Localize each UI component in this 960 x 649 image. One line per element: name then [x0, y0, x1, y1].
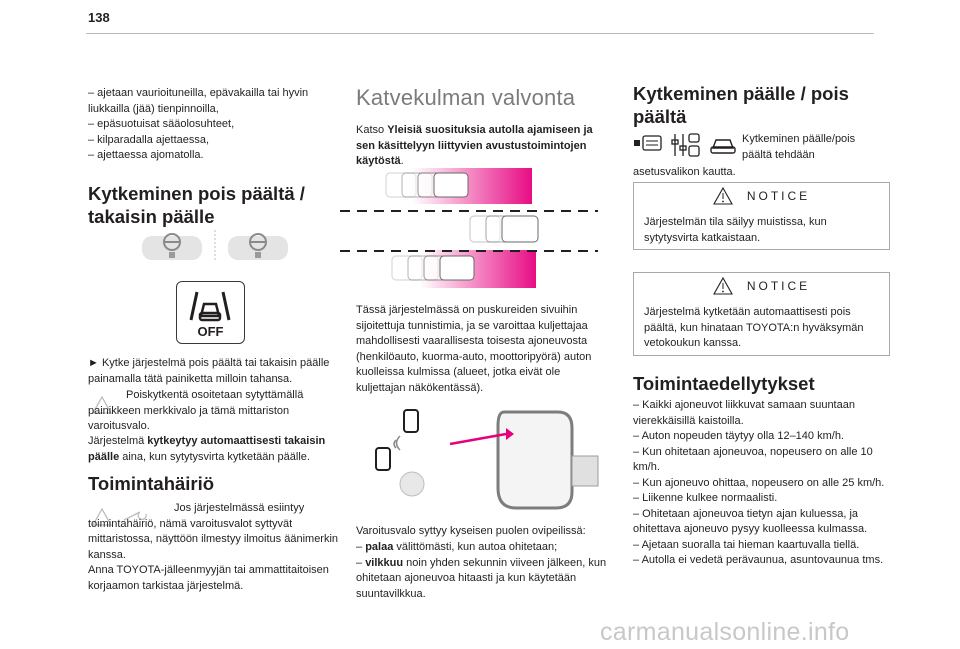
list-item: – Ohitetaan ajoneuvoa tietyn ajan kuluessa, ja ohitettava ajoneuvo pysyy kuolleessa kulmassa.: [633, 507, 868, 535]
blind-spot-zones-illustration: [340, 168, 600, 294]
settings-sliders-icon: [671, 132, 701, 158]
heading-switch-off: Kytkeminen pois päältä / takaisin päälle: [88, 182, 305, 227]
fault-text-2: Anna TOYOTA-jälleenmyyjän tai ammattitaitoisen korjaamon tarkistaa järjestelmä.: [88, 564, 329, 592]
notice-text: Järjestelmä kytketään automaattisesti pois päältä, kun hinataan TOYOTA:n hyväksymän vetokoukun kanssa.: [644, 306, 864, 349]
heading-fault: Toimintahäiriö: [88, 473, 215, 494]
auto-reactivation-text: Järjestelmä kytkeytyy automaattisesti takaisin päälle aina, kun sytytysvirta kytketään päälle.: [88, 435, 326, 463]
door-mirror-illustration: [360, 406, 600, 516]
warning-intro: Varoitusvalo syttyy kyseisen puolen ovipeilissä:: [356, 525, 586, 537]
system-description: Tässä järjestelmässä on puskureiden sivuihin sijoitettuja tunnistimia, ja se varoittaa kuljettajaa mahdollisesti vaarallisesta toisesta ajoneuvosta (henkilöauto, kuorma-auto, moottoripyörä) auton kuolleissa kulmissa (alueet, jotka eivät ole kuljettajan näkökentässä).: [356, 304, 592, 394]
toggle-text-cont: asetusvalikon kautta.: [633, 166, 736, 178]
off-label: OFF: [197, 324, 224, 339]
list-item: – Liikenne kulkee normaalisti.: [633, 492, 778, 504]
step-instruction: ► Kytke järjestelmä pois päältä tai takaisin päälle painamalla tätä painiketta milloin tahansa.: [88, 357, 330, 385]
column-3: [633, 80, 890, 566]
header-rule: [86, 33, 874, 34]
list-item: – Autolla ei vedetä perävaunua, asuntovaunua tms.: [633, 554, 884, 566]
list-item: – ajetaan vaurioituneilla, epävakailla tai hyvin liukkailla (jää) tienpinnoilla,: [88, 87, 309, 115]
list-item: – kilparadalla ajettaessa,: [88, 133, 210, 146]
warning-list: [356, 540, 612, 602]
see-reference: Katso Yleisiä suosituksia autolla ajamiseen ja sen käsittelyyn liittyvien avustustoimintojen käytöstä.: [356, 124, 593, 167]
list-item: – Kun ohitetaan ajoneuvoa, nopeusero on alle 10 km/h.: [633, 445, 873, 473]
conditions-list: [633, 398, 890, 569]
section-title: Katvekulman valvonta: [356, 85, 576, 110]
heading-toggle: Kytkeminen päälle / pois päältä: [633, 83, 849, 127]
notice-box-memory: [633, 182, 890, 250]
list-item: – Auton nopeuden täytyy olla 12–140 km/h.: [633, 430, 844, 442]
list-item: – vilkkuu noin yhden sekunnin viiveen jälkeen, kun ohitetaan ajoneuvoa hitaasti ja kun käytetään suuntavilkkua.: [356, 556, 607, 600]
heading-conditions: Toimintaedellytykset: [633, 373, 815, 394]
column-1: [88, 80, 340, 592]
list-item: – Kaikki ajoneuvot liikkuvat samaan suuntaan vierekkäisillä kaistoilla.: [633, 399, 855, 427]
intro-list: [88, 86, 340, 164]
car-icon: [709, 134, 737, 156]
menu-icon: [633, 134, 663, 156]
watermark: carmanualsonline.info: [600, 618, 850, 646]
fault-text: Jos järjestelmässä esiintyy toimintahäiriö, nämä varoitusvalot syttyvät mittaristossa, näyttöön ilmestyy ilmoitus äänimerkin kanssa.: [88, 502, 339, 561]
notice-text: Järjestelmän tila säilyy muistissa, kun sytytysvirta katkaistaan.: [644, 216, 827, 244]
list-item: – epäsuotuisat sääolosuhteet,: [88, 118, 235, 130]
list-item: – Ajetaan suoralla tai hieman kaartuvalla tiellä.: [633, 538, 860, 551]
steering-wheels-illustration: [140, 228, 290, 262]
list-item: – ajettaessa ajomatolla.: [88, 149, 204, 161]
notice-title: NOTICE: [746, 189, 811, 203]
column-2: [356, 80, 612, 600]
indicator-text: Poiskytkentä osoitetaan sytyttämällä painikkeen merkkivalo ja tämä mittariston varoitusvalo.: [88, 389, 304, 432]
warning-triangle-icon: [713, 277, 733, 295]
notice-title: NOTICE: [746, 279, 811, 293]
warning-triangle-icon: [713, 187, 733, 205]
blind-spot-car-icon: [177, 286, 243, 326]
list-item: – Kun ajoneuvo ohittaa, nopeusero on alle 25 km/h.: [633, 476, 885, 489]
blind-spot-off-button[interactable]: [176, 281, 245, 344]
page-number: 138: [88, 10, 110, 25]
notice-box-towing: [633, 272, 890, 356]
list-item: – palaa välittömästi, kun autoa ohitetaan;: [356, 541, 558, 553]
toggle-text: Kytkeminen päälle/pois päältä tehdään: [742, 133, 856, 161]
